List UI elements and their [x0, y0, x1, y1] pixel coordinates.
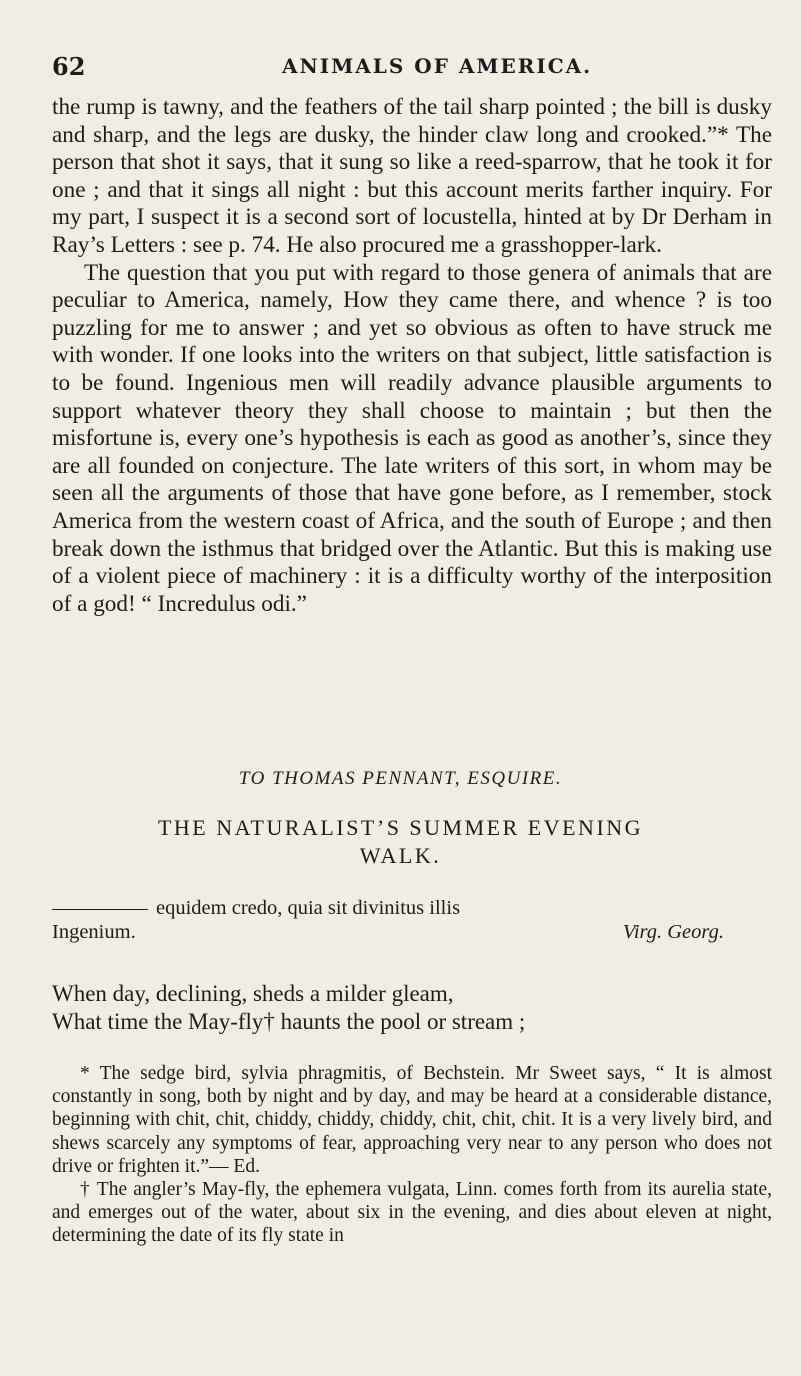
body-text	[52, 94, 772, 618]
epigraph-text-1: equidem credo, quia sit divinitus illis	[156, 897, 461, 919]
verse-line-2: What time the May-fly† haunts the pool or stream ;	[52, 1009, 526, 1034]
epigraph-line-1	[52, 896, 772, 920]
verse	[52, 980, 772, 1036]
epigraph-source: Virg. Georg.	[622, 921, 724, 943]
epigraph-dash	[52, 909, 148, 910]
poem-title-line-1: THE NATURALIST’S SUMMER EVENING	[157, 815, 644, 840]
footnotes	[52, 1062, 772, 1248]
epigraph-text-2: Ingenium.	[52, 921, 136, 943]
dedication-heading: TO THOMAS PENNANT, ESQUIRE.	[238, 768, 563, 789]
epigraph-line-2	[52, 920, 772, 944]
footnote-2: † The angler’s May-fly, the ephemera vulgata, Linn. comes forth from its aurelia state, and emerges out of the water, about six in the evening, and dies about eleven at night, determining the date of its fly state in	[52, 1179, 772, 1247]
poem-title	[0, 814, 801, 870]
verse-line-1: When day, declining, sheds a milder gleam,	[52, 981, 454, 1006]
epigraph	[52, 896, 772, 944]
running-head	[52, 52, 771, 86]
paragraph-2: The question that you put with regard to those genera of animals that are peculiar to America, namely, How they came there, and whence ? is too puzzling for me to answer ; and yet so obvious as often to have struck me with wonder. If one looks into the writers on that subject, little satisfaction is to be found. Ingenious men will readily advance plausible arguments to support whatever theory they shall choose to maintain ; but then the misfortune is, every one’s hypothesis is each as good as another’s, since they are all founded on conjecture. The late writers of this sort, in whom may be seen all the arguments of those that have gone before, as I remember, stock America from the western coast of Africa, and the south of Europe ; and then break down the isthmus that bridged over the Atlantic. But this is making use of a violent piece of machinery : it is a difficulty worthy of the interposition of a god! “ Incredulus odi.”	[52, 259, 772, 617]
paragraph-1: the rump is tawny, and the feathers of the tail sharp pointed ; the bill is dusky and sharp, and the legs are dusky, the hinder claw long and crooked.”* The person that shot it says, that it sung so like a reed-sparrow, that he took it for one ; and that it sings all night : but this account merits farther inquiry. For my part, I suspect it is a second sort of locustella, hinted at by Dr Derham in Ray’s Letters : see p. 74. He also procured me a grasshopper-lark.	[52, 94, 772, 258]
poem-title-line-2: WALK.	[359, 843, 442, 868]
footnote-1: * The sedge bird, sylvia phragmitis, of Bechstein. Mr Sweet says, “ It is almost constantly in song, both by night and by day, and may be heard at a considerable distance, beginning with chit, chit, chiddy, chiddy, chiddy, chit, chit, chit. It is a very lively bird, and shews scarcely any symptoms of fear, approaching very near to any person who does not drive or frighten it.”— Ed.	[52, 1063, 772, 1177]
running-title: ANIMALS OF AMERICA.	[282, 54, 593, 78]
page-number: 62	[52, 52, 86, 81]
